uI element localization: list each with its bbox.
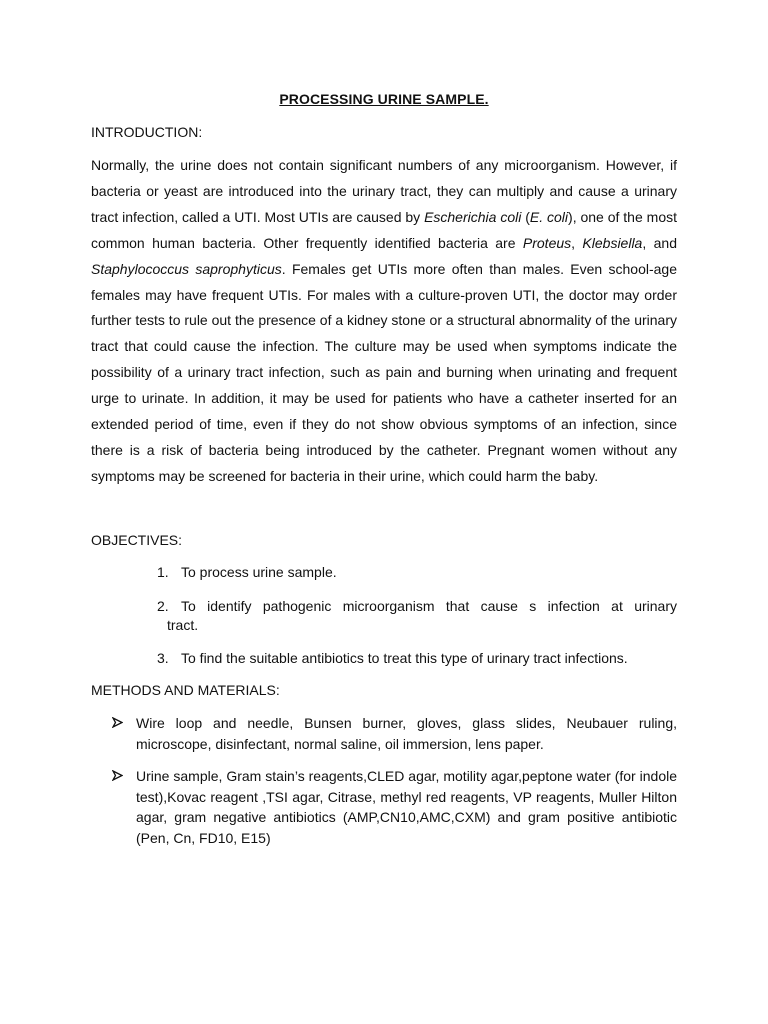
objective-item	[157, 563, 677, 582]
methods-item-text: Urine sample, Gram stain’s reagents,CLED agar, motility agar,peptone water (for indole test),Kovac reagent ,TSI agar, Citrase, methyl red reagents, VP reagents, Muller Hilton agar, gram negative antibiotics (AMP,CN10,AMC,CXM) and gram positive antibiotic (Pen, Cn, FD10, E15)	[136, 768, 677, 846]
objective-number: 2.	[157, 598, 169, 614]
intro-text-segment: ), one of the most common human bacteria. Other frequently identified bacteria are	[91, 208, 677, 251]
objective-number: 1.	[157, 564, 169, 580]
objective-text: To find the suitable antibiotics to treat this type of urinary tract infections.	[181, 650, 628, 666]
methods-list-item	[112, 766, 677, 848]
intro-text-segment: ,	[571, 234, 583, 251]
intro-italic-segment: E. coli	[529, 208, 569, 225]
intro-text-segment: (	[521, 208, 530, 225]
intro-text-segment: , and	[642, 234, 677, 251]
intro-italic-segment: Escherichia coli	[424, 208, 522, 225]
intro-italic-segment: Klebsiella	[582, 234, 643, 251]
objective-item	[157, 649, 677, 668]
intro-italic-segment: Staphylococcus saprophyticus	[91, 260, 282, 277]
objective-text-line1: To identify pathogenic microorganism that cause s infection at urinary	[181, 598, 677, 614]
methods-list-item	[112, 713, 677, 754]
intro-italic-segment: Proteus	[522, 234, 572, 251]
objective-text: To process urine sample.	[181, 564, 337, 580]
intro-text-segment: . Females get UTIs more often than males. Even school-age females may have frequent UTIs. For males with a culture-proven UTI, the doctor may order further tests to rule out the presence of a kidney stone or a structural abnormality of the urinary tract that could cause the infection. The culture may be used when symptoms indicate the possibility of a urinary tract infection, such as pain and burning when urinating and frequent urge to urinate. In addition, it may be used for patients who have a catheter inserted for an extended period of time, even if they do not show obvious symptoms of an infection, since there is a risk of bacteria being introduced by the catheter. Pregnant women without any symptoms may be screened for bacteria in their urine, which could harm the baby.	[91, 260, 677, 484]
introduction-heading: INTRODUCTION:	[91, 124, 203, 140]
introduction-paragraph	[91, 153, 677, 490]
objective-item	[157, 597, 677, 635]
objectives-heading: OBJECTIVES:	[91, 532, 183, 548]
intro-text-segment: Normally, the urine does not contain significant numbers of any microorganism. However, if bacteria or yeast are introduced into the urinary tract, they can multiply and cause a urinary tract infection, called a UTI. Most UTIs are caused by	[91, 157, 677, 225]
page-title: PROCESSING URINE SAMPLE.	[279, 91, 489, 107]
objective-number: 3.	[157, 650, 169, 666]
methods-heading: METHODS AND MATERIALS:	[91, 682, 280, 698]
objective-text-line2: tract.	[167, 617, 199, 633]
methods-item-text: Wire loop and needle, Bunsen burner, gloves, glass slides, Neubauer ruling, microscope, disinfectant, normal saline, oil immersion, lens paper.	[136, 715, 677, 752]
